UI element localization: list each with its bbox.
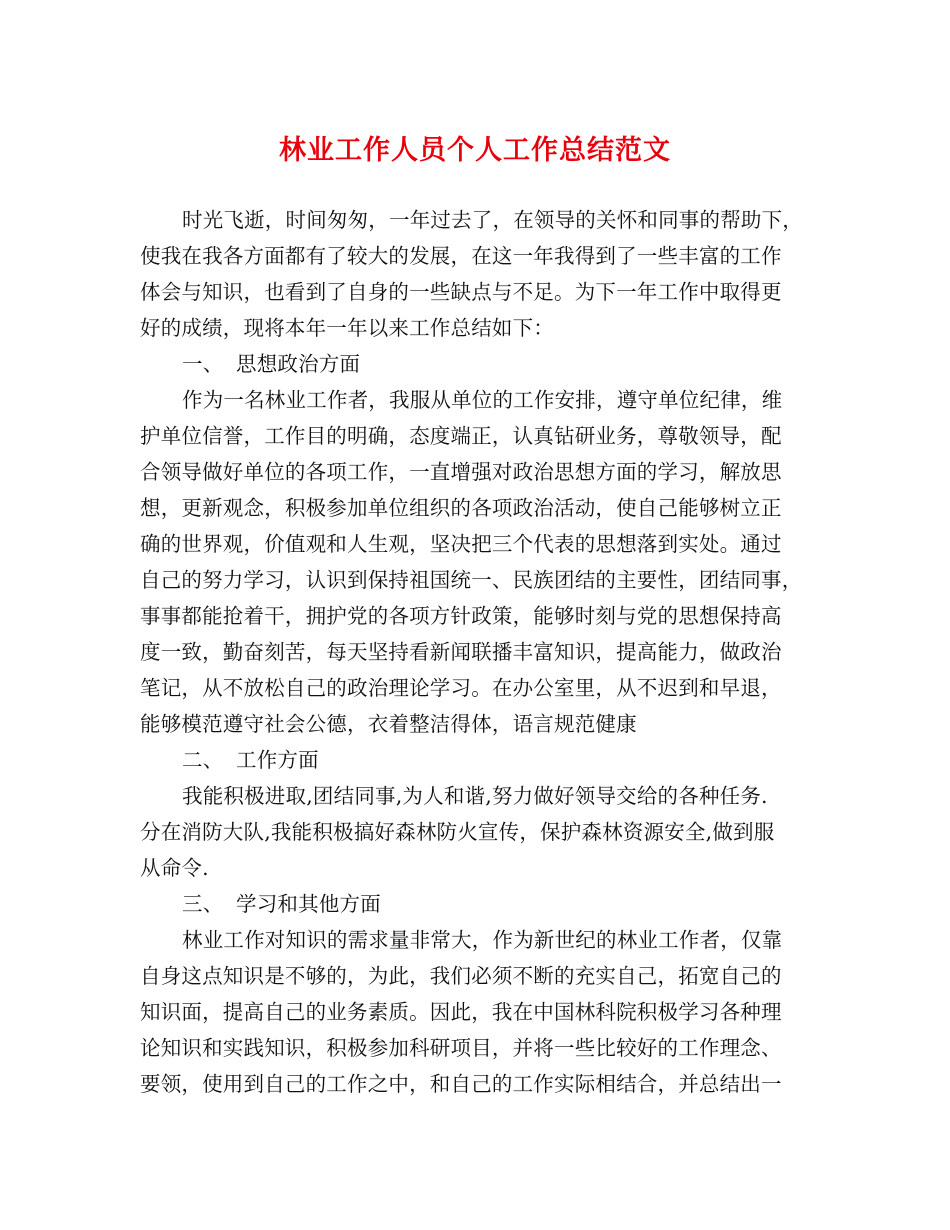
paragraph-line: 我能积极进取,团结同事,为人和谐,努力做好领导交给的各种任务. xyxy=(182,784,768,808)
paragraph-line: 度一致，勤奋刻苦，每天坚持看新闻联播丰富知识，提高能力，做政治 xyxy=(140,640,782,664)
paragraph-line: 能够模范遵守社会公德，衣着整洁得体，语言规范健康 xyxy=(140,712,637,736)
paragraph-line: 笔记，从不放松自己的政治理论学习。在办公室里，从不迟到和早退， xyxy=(140,676,782,700)
paragraph-line: 想，更新观念，积极参加单位组织的各项政治活动，使自己能够树立正 xyxy=(140,496,782,520)
paragraph-line: 事事都能抢着干，拥护党的各项方针政策，能够时刻与党的思想保持高 xyxy=(140,604,782,628)
document-title: 林业工作人员个人工作总结范文 xyxy=(279,135,671,166)
paragraph-line: 护单位信誉，工作目的明确，态度端正，认真钻研业务，尊敬领导，配 xyxy=(140,424,782,448)
paragraph-line: 确的世界观，价值观和人生观，坚决把三个代表的思想落到实处。通过 xyxy=(140,532,782,556)
paragraph-line: 好的成绩，现将本年一年以来工作总结如下： xyxy=(140,316,554,340)
paragraph-line: 体会与知识，也看到了自身的一些缺点与不足。为下一年工作中取得更 xyxy=(140,280,782,304)
section-number: 三、 xyxy=(182,892,224,916)
section-title: 工作方面 xyxy=(236,748,319,772)
section-heading-2 xyxy=(140,742,816,778)
paragraph-line: 自己的努力学习，认识到保持祖国统一、民族团结的主要性，团结同事， xyxy=(140,568,803,592)
section-title: 学习和其他方面 xyxy=(236,892,381,916)
section-heading-1 xyxy=(140,346,816,382)
paragraph-line: 知识面，提高自己的业务素质。因此，我在中国林科院积极学习各种理 xyxy=(140,1000,782,1024)
section-number: 一、 xyxy=(182,352,224,376)
paragraph-line: 自身这点知识是不够的，为此，我们必须不断的充实自己，拓宽自己的 xyxy=(140,964,782,988)
paragraph-line: 使我在我各方面都有了较大的发展，在这一年我得到了一些丰富的工作 xyxy=(140,244,782,268)
document-body xyxy=(140,202,816,1102)
paragraph-line: 论知识和实践知识，积极参加科研项目，并将一些比较好的工作理念、 xyxy=(140,1036,782,1060)
paragraph-line: 要领，使用到自己的工作之中，和自己的工作实际相结合，并总结出一 xyxy=(140,1072,782,1096)
paragraph-line: 林业工作对知识的需求量非常大，作为新世纪的林业工作者，仅靠 xyxy=(182,928,783,952)
paragraph-line: 时光飞逝，时间匆匆，一年过去了，在领导的关怀和同事的帮助下， xyxy=(182,208,803,232)
paragraph-line: 分在消防大队,我能积极搞好森林防火宣传，保护森林资源安全,做到服 xyxy=(140,820,775,844)
section-heading-3 xyxy=(140,886,816,922)
paragraph-line: 从命令. xyxy=(140,856,209,880)
section-title: 思想政治方面 xyxy=(236,352,361,376)
paragraph-line: 作为一名林业工作者，我服从单位的工作安排，遵守单位纪律，维 xyxy=(182,388,783,412)
section-number: 二、 xyxy=(182,748,224,772)
paragraph-line: 合领导做好单位的各项工作，一直增强对政治思想方面的学习，解放思 xyxy=(140,460,782,484)
